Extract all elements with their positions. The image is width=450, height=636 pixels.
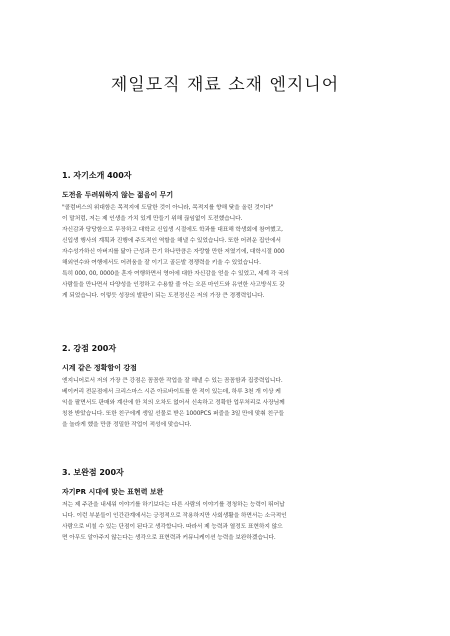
section-subheading: 시계 같은 정확함이 강점 <box>62 364 137 372</box>
section-improvements <box>62 467 392 544</box>
section-body <box>62 203 392 302</box>
body-line: 자신감과 당당함으로 무장하고 대학교 신입생 시절에도 학과를 대표해 학생회에 참여했고, <box>62 227 283 233</box>
body-line: 신입생 행사의 계획과 진행에 주도적인 역할을 해낼 수 있었습니다. 또한 어려운 집안에서 <box>62 238 281 244</box>
body-line: 이 말처럼, 저는 제 인생을 가치 있게 만들기 위해 끊임없이 도전했습니다. <box>62 216 243 222</box>
body-line: 사람으로 비칠 수 있는 단점이 된다고 생각합니다. 따라서 제 능력과 열정도 표현하지 않으 <box>62 524 283 530</box>
body-line: 자수성가하신 아버지를 닮아 근성과 끈기 하나만큼은 자랑할 만한 저였기에, 대학시절 000 <box>62 249 285 255</box>
body-line: "콜럼버스의 위대함은 목적지에 도달한 것이 아니라, 목적지를 향해 닻을 올린 것이다" <box>62 205 274 211</box>
body-line: 을 놀라게 했을 만큼 정밀한 작업이 적성에 맞습니다. <box>62 422 192 428</box>
body-line: 엔지니어로서 저의 가장 큰 강점은 꼼꼼한 작업을 잘 해낼 수 있는 꼼꼼함과 집중력입니다. <box>62 378 283 384</box>
section-heading: 2. 강점 200자 <box>62 344 117 353</box>
document-title: 제일모직 재료 소재 엔지니어 <box>110 75 340 95</box>
section-heading: 1. 자기소개 400자 <box>62 171 132 180</box>
section-subheading: 도전을 두려워하지 않는 젊음이 무기 <box>62 191 174 199</box>
section-body <box>62 500 392 544</box>
body-line: 익을 팔면서도 판매와 계산에 한 치의 오차도 없어서 신속하고 정확한 업무처리로 사장님께 <box>62 400 285 406</box>
body-line: 면 아무도 알아주지 않는다는 생각으로 표현력과 커뮤니케이션 능력을 보완하겠습니다. <box>62 535 276 541</box>
body-line: 베이커리 전문점에서 크리스마스 시즌 아르바이트를 한 적이 있는데, 하루 3천 개 이상 케 <box>62 389 281 395</box>
body-line: 게 되었습니다. 이렇듯 성장의 발판이 되는 도전정신은 저의 가장 큰 경쟁력입니다. <box>62 293 265 299</box>
body-line: 사람들을 만나면서 다양성을 인정하고 수용할 줄 아는 오픈 마인드와 유연한 사고방식도 갖 <box>62 282 285 288</box>
section-body <box>62 376 392 431</box>
section-subheading: 자기PR 시대에 맞는 표현력 보완 <box>62 488 164 496</box>
body-line: 칭찬 받았습니다. 또한 친구에게 생일 선물로 받은 1000PCS 퍼즐을 3일 만에 맞춰 친구들 <box>62 411 285 417</box>
section-strengths <box>62 343 392 431</box>
body-line: 저는 제 주관을 내세워 이야기를 하기보다는 다른 사람의 이야기를 경청하는 능력이 뛰어납 <box>62 502 285 508</box>
section-heading: 3. 보완점 200자 <box>62 468 124 477</box>
body-line: 니다. 이런 부분들이 인간관계에서는 긍정적으로 작용하지만 사회생활을 하면서는 소극적인 <box>62 513 287 519</box>
body-line: 특히 000, 00, 0000을 혼자 여행하면서 영어에 대한 자신감을 얻을 수 있었고, 세계 각 국의 <box>62 271 289 277</box>
section-self-introduction <box>62 170 392 302</box>
body-line: 해외연수와 여행에서도 어려움을 잘 이기고 골든발 경쟁력을 키울 수 있었습니다. <box>62 260 261 266</box>
